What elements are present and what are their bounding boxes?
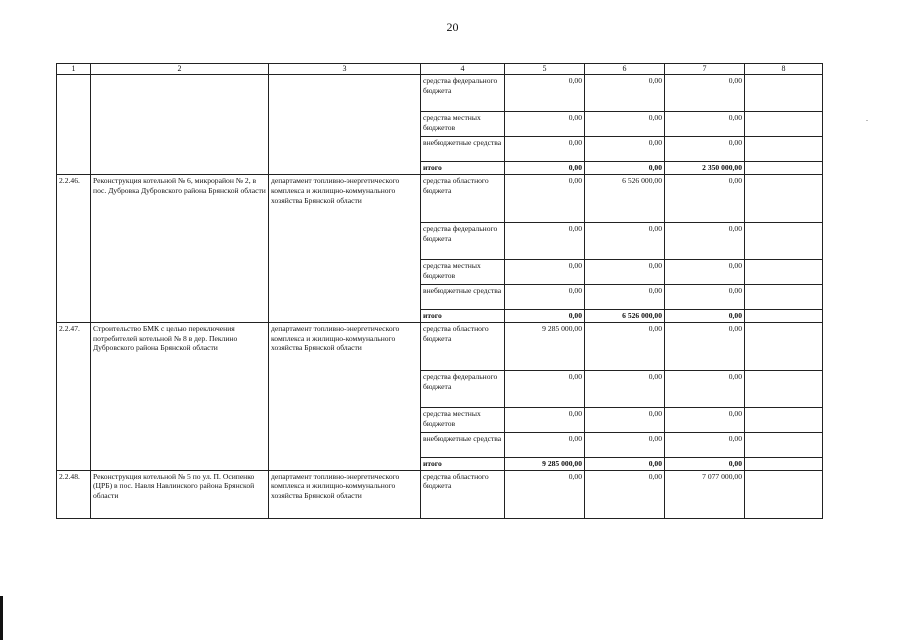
column-header: 8 bbox=[745, 64, 823, 75]
scan-margin-mark bbox=[866, 120, 868, 121]
amount-col7: 7 077 000,00 bbox=[665, 470, 745, 518]
project-name: Реконструкция котельной № 6, микрорайон № 2, в пос. Дубровка Дубровского района Брянской области bbox=[91, 174, 269, 322]
funding-source: средства областного бюджета bbox=[421, 174, 505, 222]
amount-col7: 0,00 bbox=[665, 284, 745, 309]
table-row bbox=[57, 470, 823, 518]
page-number: 20 bbox=[446, 20, 459, 34]
column-header: 2 bbox=[91, 64, 269, 75]
amount-col5: 0,00 bbox=[505, 137, 585, 162]
amount-col5: 0,00 bbox=[505, 259, 585, 284]
amount-col5: 0,00 bbox=[505, 470, 585, 518]
amount-col6: 0,00 bbox=[585, 432, 665, 457]
notes-col8 bbox=[745, 284, 823, 309]
amount-col5: 0,00 bbox=[505, 174, 585, 222]
funding-source: средства федерального бюджета bbox=[421, 370, 505, 407]
column-header: 1 bbox=[57, 64, 91, 75]
amount-col5: 0,00 bbox=[505, 284, 585, 309]
notes-col8 bbox=[745, 174, 823, 222]
project-index: 2.2.46. bbox=[57, 174, 91, 322]
amount-col6: 0,00 bbox=[585, 322, 665, 370]
notes-col8 bbox=[745, 137, 823, 162]
funding-source: средства местных бюджетов bbox=[421, 407, 505, 432]
table-row bbox=[57, 75, 823, 112]
amount-col6: 0,00 bbox=[585, 137, 665, 162]
table-row bbox=[57, 174, 823, 222]
amount-col6: 0,00 bbox=[585, 75, 665, 112]
amount-col5: 0,00 bbox=[505, 309, 585, 322]
scan-edge-mark bbox=[0, 596, 3, 640]
notes-col8 bbox=[745, 162, 823, 175]
amount-col7: 0,00 bbox=[665, 112, 745, 137]
project-name-empty bbox=[91, 75, 269, 175]
amount-col6: 0,00 bbox=[585, 470, 665, 518]
amount-col6: 0,00 bbox=[585, 222, 665, 259]
amount-col6: 6 526 000,00 bbox=[585, 309, 665, 322]
funding-source: средства федерального бюджета bbox=[421, 75, 505, 112]
funding-source: средства областного бюджета bbox=[421, 470, 505, 518]
amount-col6: 0,00 bbox=[585, 457, 665, 470]
project-name: Реконструкция котельной № 5 по ул. П. Осипенко (ЦРБ) в пос. Навля Навлинского района Брянской области bbox=[91, 470, 269, 518]
funding-source: средства местных бюджетов bbox=[421, 259, 505, 284]
responsible-department-empty bbox=[269, 75, 421, 175]
funding-source: итого bbox=[421, 162, 505, 175]
notes-col8 bbox=[745, 370, 823, 407]
table-body bbox=[57, 75, 823, 519]
funding-source: средства местных бюджетов bbox=[421, 112, 505, 137]
amount-col7: 0,00 bbox=[665, 75, 745, 112]
amount-col6: 0,00 bbox=[585, 162, 665, 175]
amount-col6: 0,00 bbox=[585, 284, 665, 309]
notes-col8 bbox=[745, 75, 823, 112]
amount-col5: 9 285 000,00 bbox=[505, 322, 585, 370]
funding-source: внебюджетные средства bbox=[421, 137, 505, 162]
project-index: 2.2.48. bbox=[57, 470, 91, 518]
amount-col5: 0,00 bbox=[505, 222, 585, 259]
amount-col7: 0,00 bbox=[665, 174, 745, 222]
funding-source: средства областного бюджета bbox=[421, 322, 505, 370]
funding-source: итого bbox=[421, 309, 505, 322]
notes-col8 bbox=[745, 309, 823, 322]
notes-col8 bbox=[745, 259, 823, 284]
funding-source: внебюджетные средства bbox=[421, 284, 505, 309]
amount-col7: 0,00 bbox=[665, 322, 745, 370]
amount-col5: 0,00 bbox=[505, 75, 585, 112]
funding-source: итого bbox=[421, 457, 505, 470]
amount-col7: 0,00 bbox=[665, 432, 745, 457]
project-index-empty bbox=[57, 75, 91, 175]
amount-col6: 0,00 bbox=[585, 370, 665, 407]
amount-col7: 0,00 bbox=[665, 407, 745, 432]
column-header: 5 bbox=[505, 64, 585, 75]
notes-col8 bbox=[745, 432, 823, 457]
column-header: 7 bbox=[665, 64, 745, 75]
amount-col7: 0,00 bbox=[665, 137, 745, 162]
amount-col5: 0,00 bbox=[505, 407, 585, 432]
table-header bbox=[57, 64, 823, 75]
notes-col8 bbox=[745, 322, 823, 370]
notes-col8 bbox=[745, 407, 823, 432]
responsible-department: департамент топливно-энергетического комплекса и жилищно-коммунального хозяйства Брянской области bbox=[269, 322, 421, 470]
header-row bbox=[57, 64, 823, 75]
funding-source: внебюджетные средства bbox=[421, 432, 505, 457]
amount-col7: 0,00 bbox=[665, 370, 745, 407]
amount-col7: 0,00 bbox=[665, 457, 745, 470]
amount-col5: 9 285 000,00 bbox=[505, 457, 585, 470]
project-index: 2.2.47. bbox=[57, 322, 91, 470]
funding-source: средства федерального бюджета bbox=[421, 222, 505, 259]
amount-col6: 0,00 bbox=[585, 259, 665, 284]
notes-col8 bbox=[745, 112, 823, 137]
column-header: 6 bbox=[585, 64, 665, 75]
responsible-department: департамент топливно-энергетического комплекса и жилищно-коммунального хозяйства Брянской области bbox=[269, 470, 421, 518]
amount-col6: 0,00 bbox=[585, 407, 665, 432]
amount-col6: 0,00 bbox=[585, 112, 665, 137]
amount-col7: 2 350 000,00 bbox=[665, 162, 745, 175]
notes-col8 bbox=[745, 222, 823, 259]
budget-table bbox=[56, 63, 823, 519]
responsible-department: департамент топливно-энергетического комплекса и жилищно-коммунального хозяйства Брянской области bbox=[269, 174, 421, 322]
amount-col5: 0,00 bbox=[505, 432, 585, 457]
amount-col5: 0,00 bbox=[505, 370, 585, 407]
column-header: 3 bbox=[269, 64, 421, 75]
amount-col5: 0,00 bbox=[505, 162, 585, 175]
amount-col7: 0,00 bbox=[665, 222, 745, 259]
amount-col7: 0,00 bbox=[665, 259, 745, 284]
notes-col8 bbox=[745, 470, 823, 518]
notes-col8 bbox=[745, 457, 823, 470]
amount-col5: 0,00 bbox=[505, 112, 585, 137]
column-header: 4 bbox=[421, 64, 505, 75]
table-row bbox=[57, 322, 823, 370]
amount-col6: 6 526 000,00 bbox=[585, 174, 665, 222]
amount-col7: 0,00 bbox=[665, 309, 745, 322]
project-name: Строительство БМК с целью переключения потребителей котельной № 8 в дер. Пеклино Дубровского района Брянской области bbox=[91, 322, 269, 470]
